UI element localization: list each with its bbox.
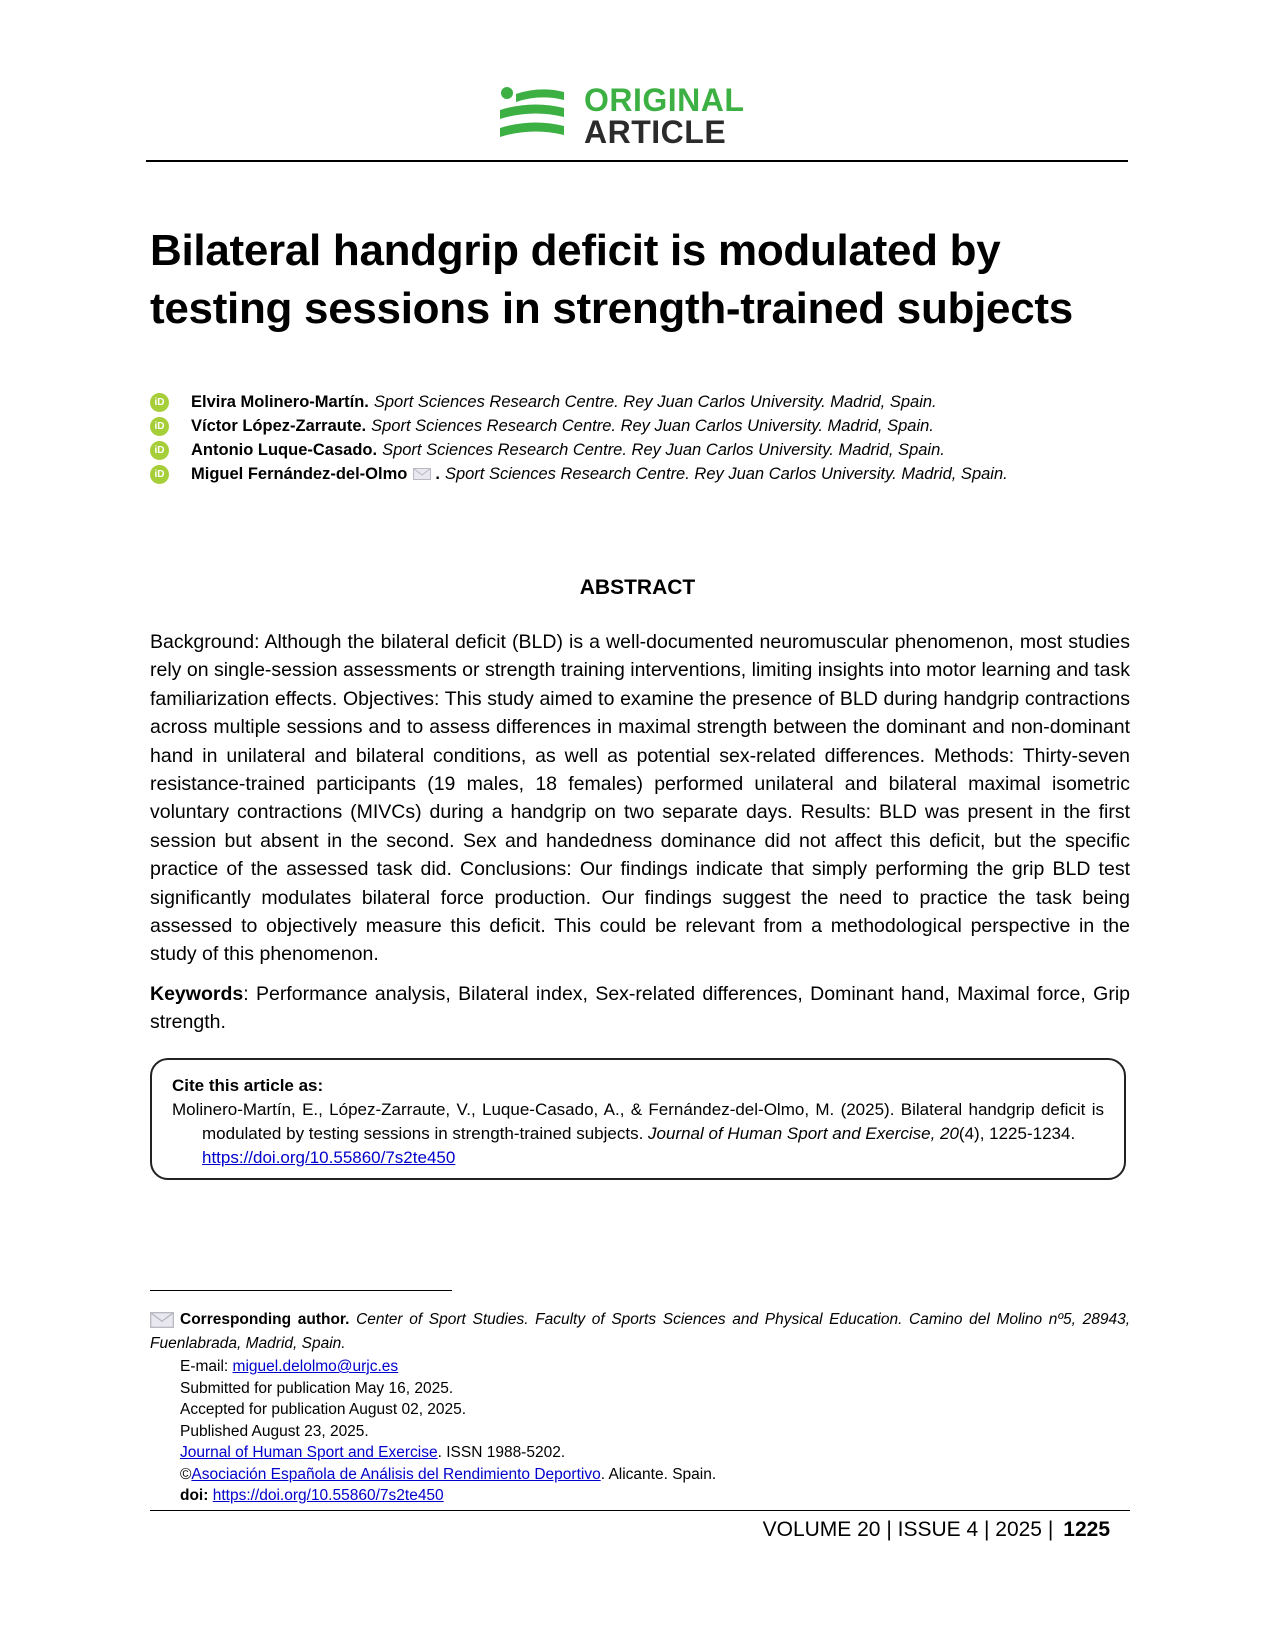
keywords-label: Keywords bbox=[150, 983, 244, 1005]
journal-logo bbox=[500, 84, 780, 150]
page-footer bbox=[700, 1518, 1110, 1542]
footnote-divider bbox=[150, 1290, 452, 1291]
citation-doi-link[interactable]: https://doi.org/10.55860/7s2te450 bbox=[202, 1148, 456, 1167]
citation-authors-title: Molinero-Martín, E., López-Zarraute, V., Luque-Casado, A., & Fernández-del-Olmo, M. (2025). Bilateral handgrip deficit is modulated by testing sessions in strength-trained subjects. bbox=[172, 1100, 1104, 1143]
copyright-symbol: © bbox=[180, 1465, 192, 1483]
orcid-icon[interactable]: iD bbox=[150, 441, 169, 460]
association-link[interactable]: Asociación Española de Análisis del Rendimiento Deportivo bbox=[191, 1465, 601, 1483]
copyright-line bbox=[180, 1464, 1080, 1486]
author-row bbox=[150, 438, 1130, 462]
logo-line-article: ARTICLE bbox=[584, 114, 727, 150]
author-name: Víctor López-Zarraute. bbox=[191, 416, 367, 435]
mail-icon[interactable] bbox=[413, 468, 431, 480]
location: . Alicante. Spain. bbox=[600, 1465, 717, 1483]
author-affiliation: Sport Sciences Research Centre. Rey Juan Carlos University. Madrid, Spain. bbox=[382, 440, 945, 459]
email-line bbox=[180, 1356, 1080, 1378]
keywords-list: : Performance analysis, Bilateral index, Sex-related differences, Dominant hand, Maximal force, Grip strength. bbox=[150, 983, 1130, 1034]
doi-line bbox=[180, 1485, 1080, 1507]
corresponding-address: Center of Sport Studies. Faculty of Sports Sciences and Physical Education. Camino del Molino nº5, 28943, Fuenlabrada, Madrid, Spain. bbox=[150, 1311, 1131, 1352]
author-affiliation: Sport Sciences Research Centre. Rey Juan Carlos University. Madrid, Spain. bbox=[371, 416, 934, 435]
volume-info: VOLUME 20 | ISSUE 4 | 2025 | bbox=[762, 1518, 1054, 1541]
keywords bbox=[150, 980, 1130, 1037]
author-name: Antonio Luque-Casado. bbox=[191, 440, 378, 459]
citation-heading: Cite this article as: bbox=[172, 1076, 324, 1095]
logo-text bbox=[584, 84, 744, 148]
issn: . ISSN 1988-5202. bbox=[437, 1444, 566, 1461]
email-label: E-mail: bbox=[180, 1358, 233, 1375]
journal-line bbox=[180, 1442, 1080, 1464]
author-list bbox=[150, 390, 1130, 486]
logo-stripes-icon bbox=[500, 86, 564, 144]
citation-journal: Journal of Human Sport and Exercise, 20 bbox=[648, 1124, 959, 1143]
page-number: 1225 bbox=[1063, 1518, 1110, 1541]
corresponding-label: Corresponding author. bbox=[180, 1311, 350, 1328]
orcid-icon[interactable]: iD bbox=[150, 465, 169, 484]
submitted-date: Submitted for publication May 16, 2025. bbox=[180, 1379, 454, 1397]
author-name: Elvira Molinero-Martín. bbox=[191, 392, 369, 411]
header-divider bbox=[146, 160, 1128, 162]
paper-title: Bilateral handgrip deficit is modulated by testing sessions in strength-trained subjects bbox=[150, 226, 1073, 333]
orcid-icon[interactable]: iD bbox=[150, 417, 169, 436]
published-date: Published August 23, 2025. bbox=[180, 1422, 369, 1440]
corresponding-author bbox=[150, 1308, 1130, 1356]
author-row bbox=[150, 414, 1130, 438]
publication-meta bbox=[180, 1356, 1080, 1507]
citation-issue: (4), 1225-1234. bbox=[958, 1124, 1076, 1143]
author-affiliation: Sport Sciences Research Centre. Rey Juan Carlos University. Madrid, Spain. bbox=[444, 464, 1008, 483]
abstract-heading: ABSTRACT bbox=[579, 576, 696, 599]
author-row bbox=[150, 462, 1130, 486]
doi-label: doi: bbox=[180, 1487, 209, 1504]
email-link[interactable]: miguel.delolmo@urjc.es bbox=[232, 1358, 399, 1375]
journal-link[interactable]: Journal of Human Sport and Exercise bbox=[180, 1444, 438, 1461]
author-affiliation: Sport Sciences Research Centre. Rey Juan Carlos University. Madrid, Spain. bbox=[373, 392, 937, 411]
orcid-icon[interactable]: iD bbox=[150, 393, 169, 412]
author-name-suffix: . bbox=[435, 464, 440, 483]
accepted-date: Accepted for publication August 02, 2025. bbox=[180, 1401, 467, 1418]
citation-text bbox=[172, 1098, 1104, 1170]
footer-divider bbox=[150, 1510, 1130, 1511]
doi-link[interactable]: https://doi.org/10.55860/7s2te450 bbox=[212, 1487, 444, 1504]
author-row bbox=[150, 390, 1130, 414]
citation-box bbox=[150, 1058, 1126, 1180]
author-name: Miguel Fernández-del-Olmo bbox=[191, 464, 408, 483]
abstract-text: Background: Although the bilateral deficit (BLD) is a well-documented neuromuscular phenomenon, most studies rely on single-session assessments or strength training interventions, limiting insights into motor learning and task familiarization effects. Objectives: This study aimed to examine the presence of BLD during handgrip contractions across multiple sessions and to assess differences in maximal strength between the dominant and non-dominant hand in unilateral and bilateral conditions, as well as potential sex-related differences. Methods: Thirty-seven resistance-trained participants (19 males, 18 females) performed unilateral and bilateral maximal isometric voluntary contractions (MIVCs) during a handgrip on two separate days. Results: BLD was present in the first session but absent in the second. Sex and handedness dominance did not affect this deficit, but the specific practice of the assessed task did. Conclusions: Our findings indicate that simply performing the grip BLD test significantly modulates bilateral force production. Our findings suggest the need to practice the task being assessed to objectively measure this deficit. This could be relevant from a methodological perspective in the study of this phenomenon. bbox=[150, 631, 1130, 966]
mail-icon bbox=[150, 1312, 174, 1328]
logo-line-original: ORIGINAL bbox=[584, 82, 745, 118]
